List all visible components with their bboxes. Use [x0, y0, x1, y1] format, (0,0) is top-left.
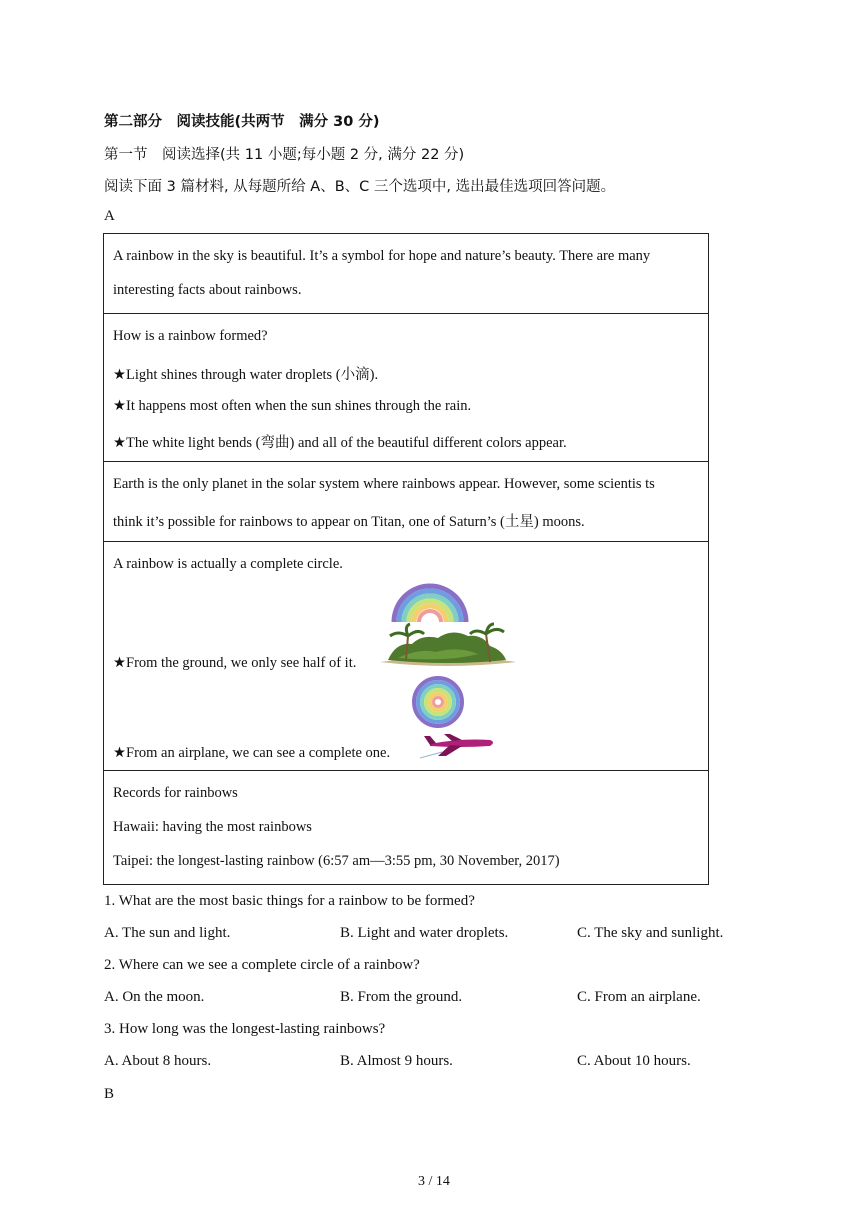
intro-box — [103, 233, 709, 314]
records-line-1: Hawaii: having the most rainbows — [113, 819, 312, 835]
planets-line-2: think it’s possible for rainbows to appear on Titan, one of Saturn’s (土星) moons. — [113, 514, 585, 530]
part-title: 第二部分 阅读技能(共两节 满分 30 分) — [104, 114, 380, 130]
formation-bullet-3: ★The white light bends (弯曲) and all of the beautiful different colors appear. — [113, 435, 567, 451]
passage-a-label: A — [104, 208, 115, 224]
records-box — [103, 770, 709, 885]
airplane-icon — [420, 730, 496, 760]
circle-bullet-1: ★From the ground, we only see half of it. — [113, 655, 357, 671]
island-icon — [378, 622, 518, 672]
formation-bullet-1: ★Light shines through water droplets (小滴). — [113, 367, 379, 383]
question-3-stem: 3. How long was the longest-lasting rainbows? — [104, 1021, 386, 1037]
circle-bullet-2: ★From an airplane, we can see a complete one. — [113, 745, 391, 761]
formation-box — [103, 313, 709, 462]
section-title: 第一节 阅读选择(共 11 小题;每小题 2 分, 满分 22 分) — [104, 147, 465, 163]
formation-bullet-2: ★It happens most often when the sun shines through the rain. — [113, 398, 472, 414]
question-3-option-c: C. About 10 hours. — [577, 1053, 691, 1069]
page-number: 3 / 14 — [418, 1174, 450, 1189]
question-1-option-c: C. The sky and sunlight. — [577, 925, 724, 941]
question-2-option-a: A. On the moon. — [104, 989, 205, 1005]
records-heading: Records for rainbows — [113, 785, 238, 801]
question-3-option-a: A. About 8 hours. — [104, 1053, 212, 1069]
half-rainbow-icon — [390, 582, 470, 622]
planets-line-1: Earth is the only planet in the solar system where rainbows appear. However, some scientis ts — [113, 476, 655, 492]
question-1-option-b: B. Light and water droplets. — [340, 925, 509, 941]
instructions: 阅读下面 3 篇材料, 从每题所给 A、B、C 三个选项中, 选出最佳选项回答问题。 — [104, 179, 616, 195]
question-1-option-a: A. The sun and light. — [104, 925, 231, 941]
circle-heading: A rainbow is actually a complete circle. — [113, 556, 343, 572]
planets-box — [103, 461, 709, 542]
full-rainbow-icon — [411, 675, 465, 729]
records-line-2: Taipei: the longest-lasting rainbow (6:57 am—3:55 pm, 30 November, 2017) — [113, 853, 560, 869]
intro-line-1: A rainbow in the sky is beautiful. It’s a symbol for hope and nature’s beauty. There are many — [113, 248, 651, 264]
question-2-stem: 2. Where can we see a complete circle of a rainbow? — [104, 957, 420, 973]
question-2-option-c: C. From an airplane. — [577, 989, 701, 1005]
question-2-option-b: B. From the ground. — [340, 989, 463, 1005]
circle-box — [103, 541, 709, 771]
intro-line-2: interesting facts about rainbows. — [113, 282, 302, 298]
passage-b-label: B — [104, 1086, 115, 1102]
question-3-option-b: B. Almost 9 hours. — [340, 1053, 453, 1069]
question-1-stem: 1. What are the most basic things for a rainbow to be formed? — [104, 893, 475, 909]
formation-heading: How is a rainbow formed? — [113, 328, 268, 344]
